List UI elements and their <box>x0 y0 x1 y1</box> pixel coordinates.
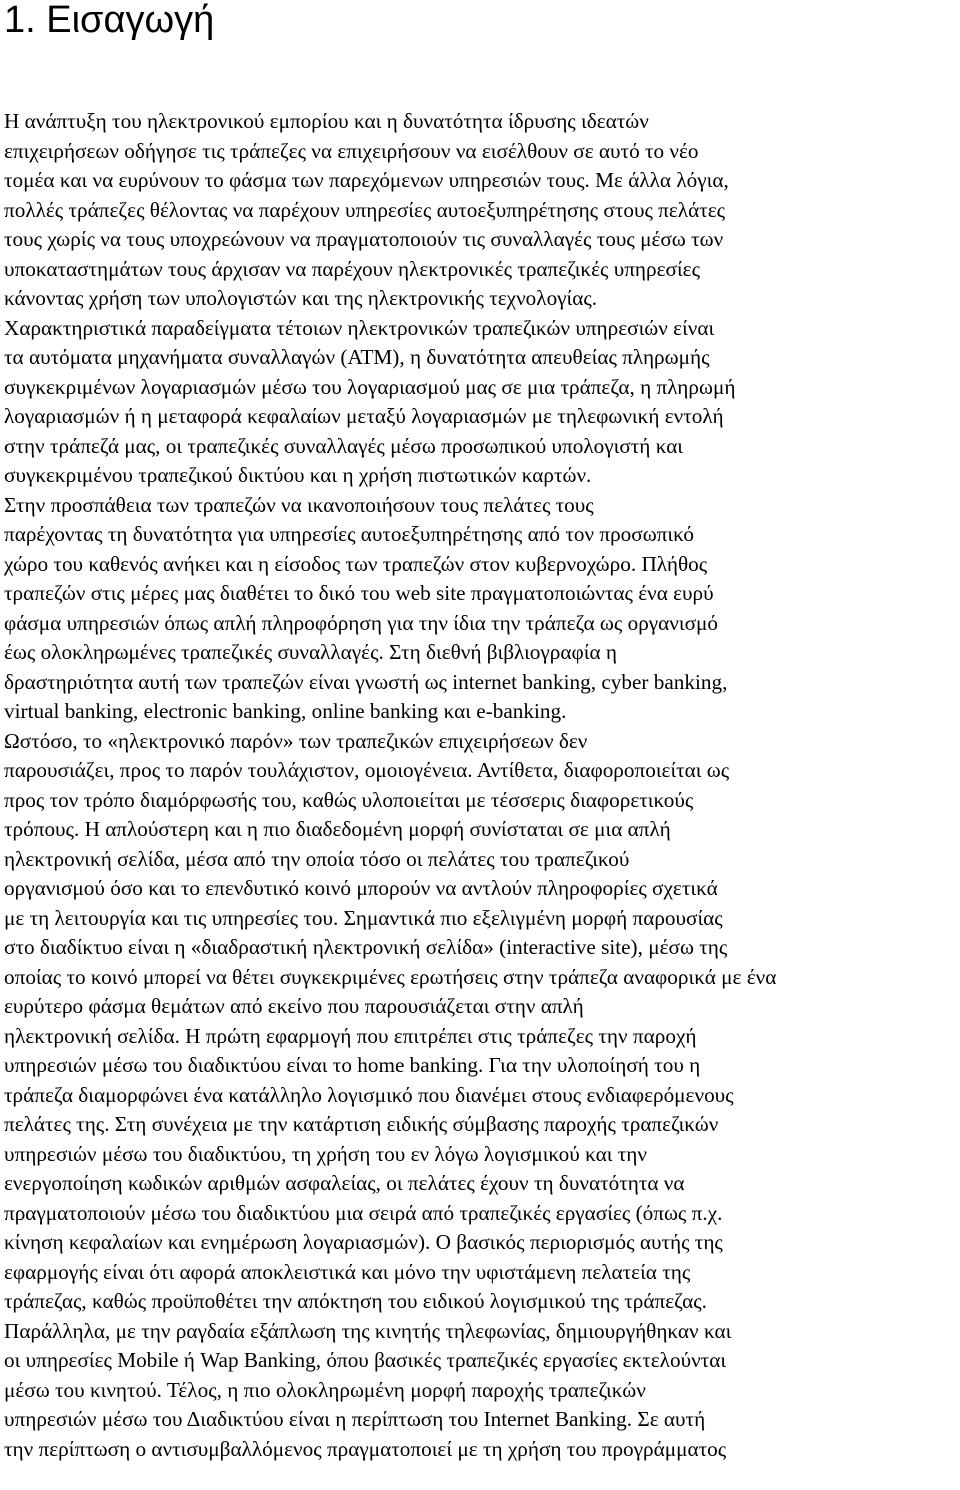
text-line: ηλεκτρονική σελίδα. Η πρώτη εφαρμογή που επιτρέπει στις τράπεζες την παροχή <box>4 1023 697 1048</box>
text-line: κίνηση κεφαλαίων και ενημέρωση λογαριασμών). Ο βασικός περιορισμός αυτής της <box>4 1230 723 1254</box>
text-line: χώρο του καθενός ανήκει και η είσοδος των τραπεζών στον κυβερνοχώρο. Πλήθος <box>4 551 708 576</box>
text-line: τράπεζας, καθώς προϋποθέτει την απόκτηση του ειδικού λογισμικού της τράπεζας. <box>4 1289 707 1313</box>
text-line: τους χωρίς να τους υποχρεώνουν να πραγματοποιούν τις συναλλαγές τους μέσω των <box>4 227 724 251</box>
text-line: παρέχοντας τη δυνατότητα για υπηρεσίες αυτοεξυπηρέτησης από τον προσωπικό <box>4 522 694 546</box>
text-line: προς τον τρόπο διαμόρφωσής του, καθώς υλοποιείται με τέσσερις διαφορετικούς <box>4 787 694 812</box>
text-line: υπηρεσιών μέσω του διαδικτύου, τη χρήση του εν λόγω λογισμικού και την <box>4 1141 647 1166</box>
text-line: τράπεζα διαμορφώνει ένα κατάλληλο λογισμικό που διανέμει στους ενδιαφερόμενους <box>4 1082 734 1107</box>
text-line: υπηρεσιών μέσω του Διαδικτύου είναι η περίπτωση του Internet Banking. Σε αυτή <box>4 1407 706 1431</box>
text-line: οι υπηρεσίες Mobile ή Wap Banking, όπου βασικές τραπεζικές εργασίες εκτελούνται <box>4 1348 727 1372</box>
text-line: Παράλληλα, με την ραγδαία εξάπλωση της κινητής τηλεφωνίας, δημιουργήθηκαν και <box>4 1318 732 1343</box>
text-line: επιχειρήσεων οδήγησε τις τράπεζες να επιχειρήσουν να εισέλθουν σε αυτό το νέο <box>4 138 699 163</box>
text-line: κάνοντας χρήση των υπολογιστών και της ηλεκτρονικής τεχνολογίας. <box>4 286 598 310</box>
text-line: φάσμα υπηρεσιών όπως απλή πληροφόρηση για την ίδια την τράπεζα ως οργανισμό <box>4 610 719 635</box>
text-line: ευρύτερο φάσμα θεμάτων από εκείνο που παρουσιάζεται στην απλή <box>4 994 584 1018</box>
text-line: με τη λειτουργία και τις υπηρεσίες του. Σημαντικά πιο εξελιγμένη μορφή παρουσίας <box>4 905 723 930</box>
text-line: οποίας το κοινό μπορεί να θέτει συγκεκριμένες ερωτήσεις στην τράπεζα αναφορικά με ένα <box>4 964 777 989</box>
text-line: Ωστόσο, το «ηλεκτρονικό παρόν» των τραπεζικών επιχειρήσεων δεν <box>4 728 588 753</box>
text-line: Η ανάπτυξη του ηλεκτρονικού εμπορίου και η δυνατότητα ίδρυσης ιδεατών <box>4 109 649 133</box>
text-line: ηλεκτρονική σελίδα, μέσα από την οποία τόσο οι πελάτες του τραπεζικού <box>4 846 630 871</box>
body-text <box>4 107 959 1464</box>
text-line: υποκαταστημάτων τους άρχισαν να παρέχουν ηλεκτρονικές τραπεζικές υπηρεσίες <box>4 256 700 281</box>
text-line: στην τράπεζά μας, οι τραπεζικές συναλλαγές μέσω προσωπικού υπολογιστή και <box>4 433 684 458</box>
text-line: οργανισμού όσο και το επενδυτικό κοινό μπορούν να αντλούν πληροφορίες σχετικά <box>4 876 718 900</box>
text-line: λογαριασμών ή η μεταφορά κεφαλαίων μεταξύ λογαριασμών με τηλεφωνική εντολή <box>4 404 724 428</box>
text-line: δραστηριότητα αυτή των τραπεζών είναι γνωστή ως internet banking, cyber banking, <box>4 669 728 694</box>
text-line: συγκεκριμένων λογαριασμών μέσω του λογαριασμού μας σε μια τράπεζα, η πληρωμή <box>4 374 736 399</box>
text-line: πραγματοποιούν μέσω του διαδικτύου μια σειρά από τραπεζικές εργασίες (όπως π.χ. <box>4 1200 723 1225</box>
text-line: εφαρμογής είναι ότι αφορά αποκλειστικά και μόνο την υφιστάμενη πελατεία της <box>4 1259 691 1284</box>
text-line: Χαρακτηριστικά παραδείγματα τέτοιων ηλεκτρονικών τραπεζικών υπηρεσιών είναι <box>4 315 715 340</box>
text-line: έως ολοκληρωμένες τραπεζικές συναλλαγές. Στη διεθνή βιβλιογραφία η <box>4 640 617 664</box>
text-line: τα αυτόματα μηχανήματα συναλλαγών (ΑΤΜ), η δυνατότητα απευθείας πληρωμής <box>4 345 710 369</box>
section-heading: 1. Εισαγωγή <box>4 0 215 41</box>
text-line: τομέα και να ευρύνουν το φάσμα των παρεχόμενων υπηρεσιών τους. Με άλλα λόγια, <box>4 168 729 192</box>
text-line: μέσω του κινητού. Τέλος, η πιο ολοκληρωμένη μορφή παροχής τραπεζικών <box>4 1377 646 1402</box>
text-line: παρουσιάζει, προς το παρόν τουλάχιστον, ομοιογένεια. Αντίθετα, διαφοροποιείται ως <box>4 758 730 782</box>
text-line: ενεργοποίηση κωδικών αριθμών ασφαλείας, οι πελάτες έχουν τη δυνατότητα να <box>4 1171 685 1195</box>
text-line: συγκεκριμένου τραπεζικού δικτύου και η χρήση πιστωτικών καρτών. <box>4 463 592 487</box>
text-line: virtual banking, electronic banking, online banking και e-banking. <box>4 699 567 723</box>
text-line: τρόπους. Η απλούστερη και η πιο διαδεδομένη μορφή συνίσταται σε μια απλή <box>4 817 671 841</box>
text-line: τραπεζών στις μέρες μας διαθέτει το δικό του web site πραγματοποιώντας ένα ευρύ <box>4 581 714 605</box>
text-line: Στην προσπάθεια των τραπεζών να ικανοποιήσουν τους πελάτες τους <box>4 492 594 517</box>
text-line: στο διαδίκτυο είναι η «διαδραστική ηλεκτρονική σελίδα» (interactive site), μέσω της <box>4 935 728 959</box>
text-line: πελάτες της. Στη συνέχεια με την κατάρτιση ειδικής σύμβασης παροχής τραπεζικών <box>4 1112 719 1136</box>
text-line: την περίπτωση ο αντισυμβαλλόμενος πραγματοποιεί με τη χρήση του προγράμματος <box>4 1436 727 1461</box>
text-line: πολλές τράπεζες θέλοντας να παρέχουν υπηρεσίες αυτοεξυπηρέτησης στους πελάτες <box>4 197 726 222</box>
text-line: υπηρεσιών μέσω του διαδικτύου είναι το home banking. Για την υλοποίησή του η <box>4 1053 701 1077</box>
